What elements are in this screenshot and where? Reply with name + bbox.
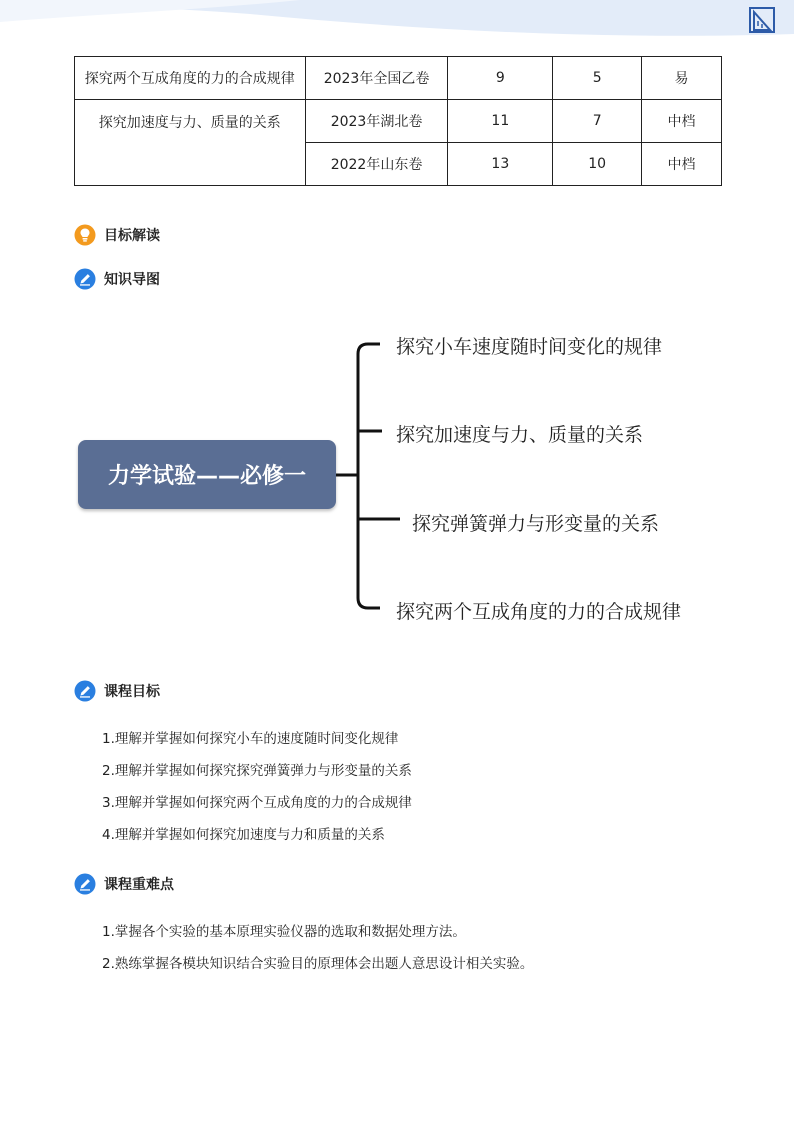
table-cell-question-number: 11 <box>448 100 553 143</box>
table-cell-source: 2023年全国乙卷 <box>305 57 448 100</box>
table-cell-difficulty: 中档 <box>642 143 722 186</box>
table-cell-topic: 探究加速度与力、质量的关系 <box>75 100 306 186</box>
table-row <box>75 100 722 143</box>
table-cell-source: 2022年山东卷 <box>305 143 448 186</box>
section-key-points <box>74 872 174 896</box>
mind-map-branch: 探究两个互成角度的力的合成规律 <box>396 601 682 623</box>
table-cell-score: 5 <box>553 57 642 100</box>
table-cell-question-number: 13 <box>448 143 553 186</box>
knowledge-mind-map <box>0 300 794 660</box>
table-cell-topic: 探究两个互成角度的力的合成规律 <box>75 57 306 100</box>
section-title: 目标解读 <box>104 228 160 244</box>
pencil-icon <box>74 680 96 702</box>
list-item: 3.理解并掌握如何探究两个互成角度的力的合成规律 <box>102 795 412 811</box>
header-wave-decoration <box>0 0 794 40</box>
exam-frequency-table <box>74 56 722 186</box>
list-item: 2.理解并掌握如何探究探究弹簧弹力与形变量的关系 <box>102 763 412 779</box>
section-title: 课程目标 <box>104 684 160 700</box>
section-title: 知识导图 <box>104 272 160 288</box>
mind-map-root-node: 力学试验——必修一 <box>78 440 336 509</box>
mind-map-branch: 探究小车速度随时间变化的规律 <box>396 336 663 358</box>
table-cell-score: 10 <box>553 143 642 186</box>
section-goal-reading <box>74 223 160 247</box>
ruler-logo-icon <box>748 6 776 34</box>
list-item: 1.理解并掌握如何探究小车的速度随时间变化规律 <box>102 731 399 747</box>
mind-map-branch: 探究加速度与力、质量的关系 <box>396 424 644 446</box>
mind-map-branch: 探究弹簧弹力与形变量的关系 <box>412 513 660 535</box>
table-cell-score: 7 <box>553 100 642 143</box>
table-cell-question-number: 9 <box>448 57 553 100</box>
table-cell-difficulty: 中档 <box>642 100 722 143</box>
section-course-goals <box>74 679 160 703</box>
section-title: 课程重难点 <box>104 877 174 893</box>
pencil-icon <box>74 873 96 895</box>
table-row <box>75 57 722 100</box>
pencil-icon <box>74 268 96 290</box>
list-item: 1.掌握各个实验的基本原理实验仪器的选取和数据处理方法。 <box>102 924 466 940</box>
course-goals-list <box>102 729 412 857</box>
table-cell-difficulty: 易 <box>642 57 722 100</box>
list-item: 2.熟练掌握各模块知识结合实验目的原理体会出题人意思设计相关实验。 <box>102 956 534 972</box>
lightbulb-icon <box>74 224 96 246</box>
table-cell-source: 2023年湖北卷 <box>305 100 448 143</box>
section-knowledge-map <box>74 267 160 291</box>
list-item: 4.理解并掌握如何探究加速度与力和质量的关系 <box>102 827 385 843</box>
key-points-list <box>102 922 533 986</box>
